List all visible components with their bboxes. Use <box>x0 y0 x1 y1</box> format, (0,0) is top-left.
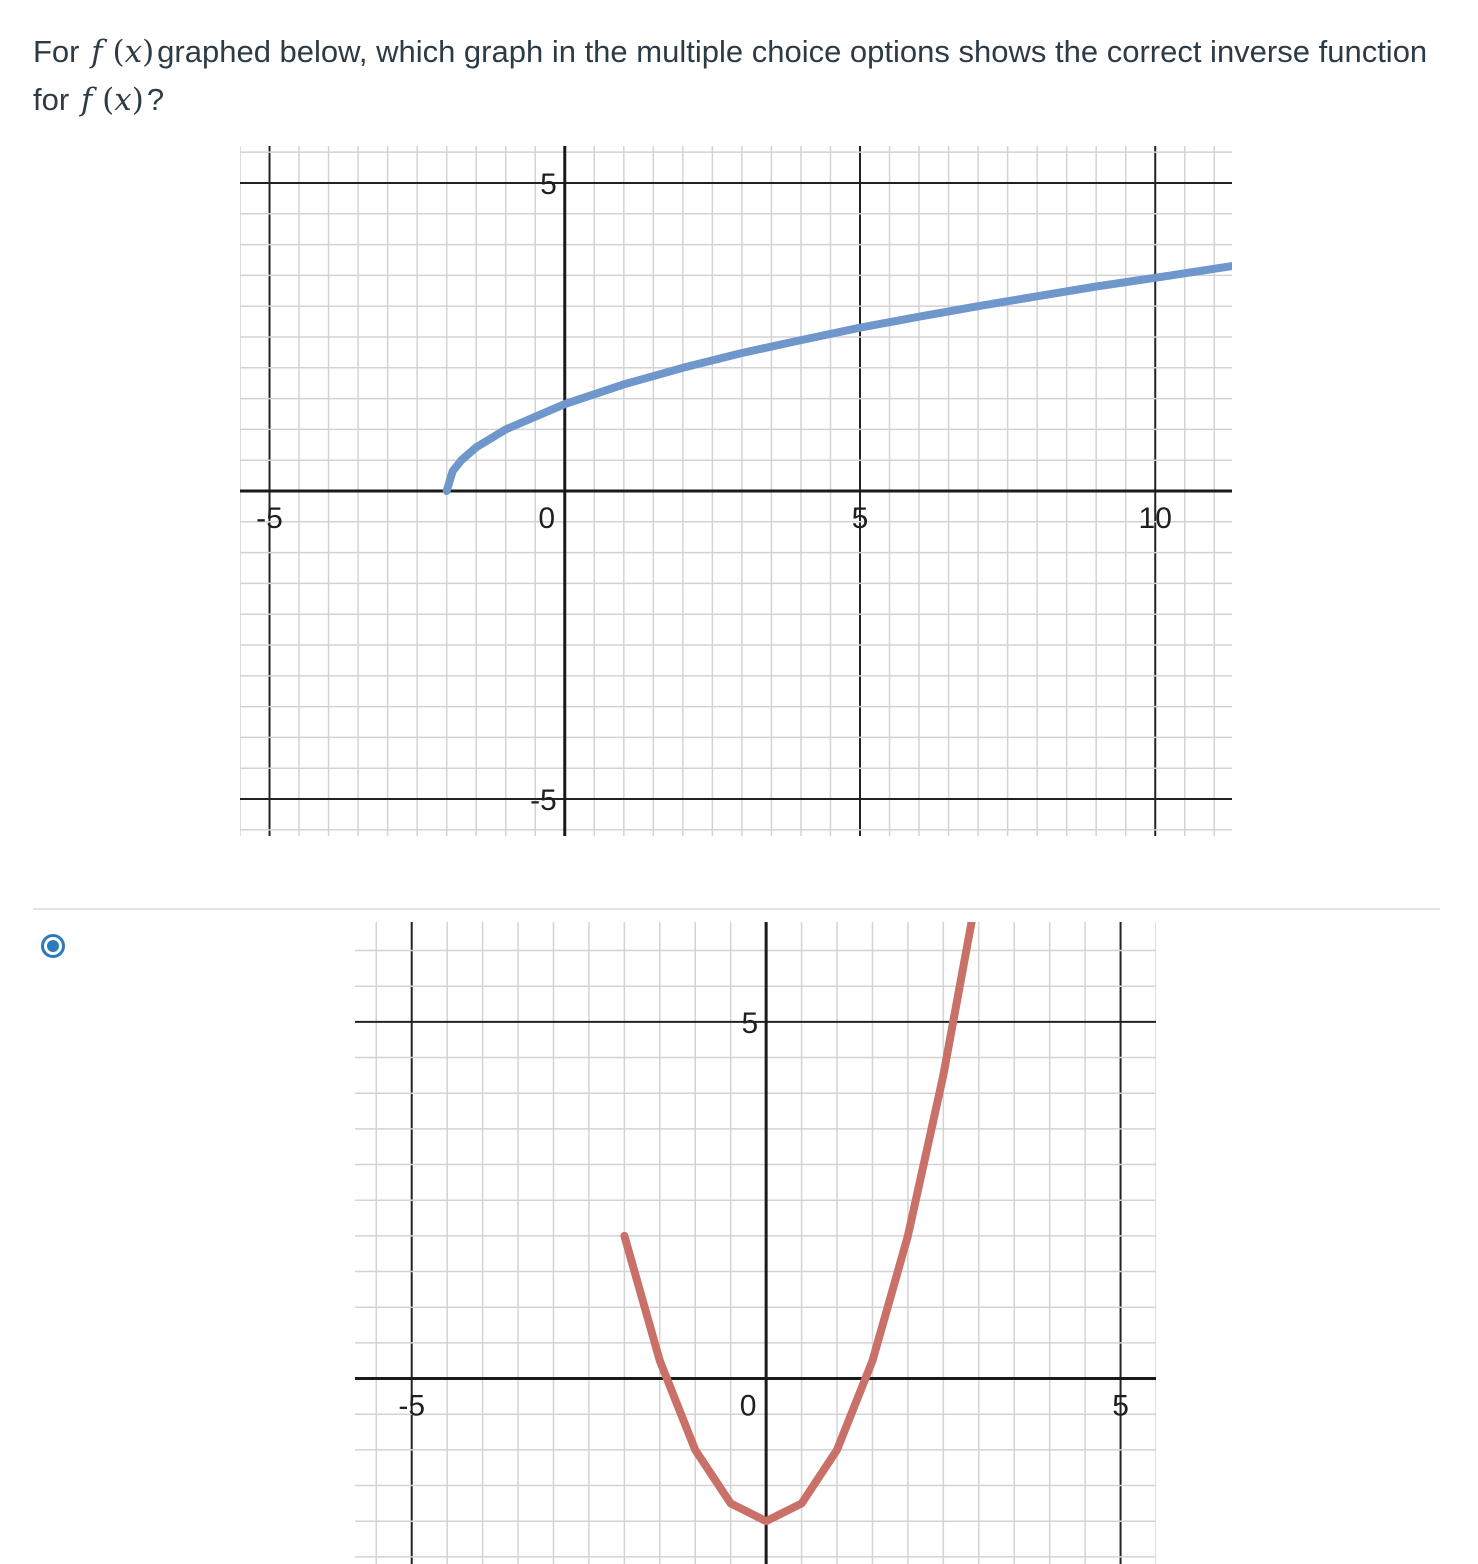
answer-option-graph[interactable] <box>355 922 1156 1564</box>
question-part1: For <box>33 34 80 69</box>
math-fx: f (x) <box>91 34 155 70</box>
x-tick-label: -5 <box>398 1389 426 1423</box>
x-tick-label: 0 <box>739 1389 757 1423</box>
radio-selected-dot <box>47 940 59 952</box>
y-tick-label: 5 <box>741 1006 759 1040</box>
x-tick-label: -5 <box>256 502 283 535</box>
y-tick-label: 5 <box>540 167 557 201</box>
y-tick-label: -5 <box>530 784 557 818</box>
option-divider <box>33 908 1440 910</box>
x-tick-label: 5 <box>1112 1389 1129 1423</box>
function-graph <box>240 146 1232 836</box>
answer-radio-button[interactable] <box>41 934 65 958</box>
question-part3: ? <box>146 82 165 117</box>
question-text <box>33 28 1433 124</box>
math-fx-2: f (x) <box>80 82 144 118</box>
x-tick-label: 10 <box>1138 502 1172 535</box>
function-curve-1 <box>624 922 971 1521</box>
x-tick-label: 0 <box>538 502 556 535</box>
x-tick-label: 5 <box>851 502 869 535</box>
question-part2: graphed below, which graph in the multiple choice options shows the correct inverse function for <box>33 34 1428 117</box>
